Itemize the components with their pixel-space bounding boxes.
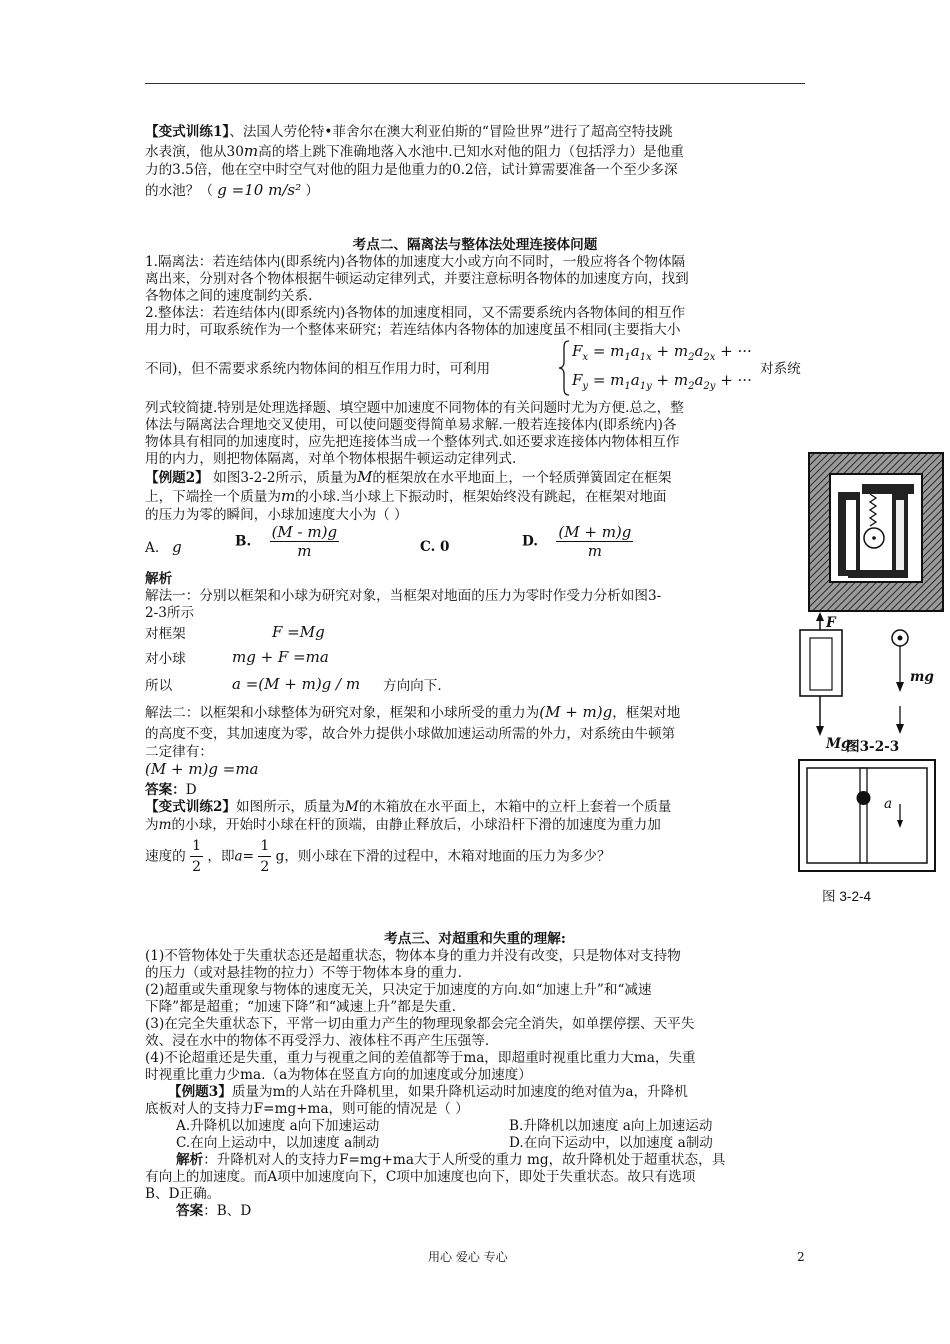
solution2-method1-b: 2-3所示 xyxy=(145,605,195,621)
section2-p1-1: 离出来，分别对各个物体根据牛顿运动定律列式，并要注意标明各物体的加速度方向，找到 xyxy=(145,271,689,287)
example3-option-a: A.升降机以加速度 a向下加速运动 xyxy=(176,1118,380,1134)
figure-caption-3-2-3: 图3-2-3 xyxy=(846,739,900,755)
example2-option-a: A. g xyxy=(145,538,182,556)
section2-p3-2: 物体具有相同的加速度时，应先把连接体当成一个整体列式.如还要求连接体内物体相互作 xyxy=(145,434,680,450)
solution2-method2-d: 二定律有： xyxy=(145,744,213,760)
section2-p3-0: 列式较简捷.特别是处理选择题、填空题中加速度不同物体的有关问题时尤为方便.总之，整 xyxy=(145,400,684,416)
section3-line-5: 效、浸在水中的物体不再受浮力、液体柱不再产生压强等. xyxy=(145,1033,490,1049)
example2-option-b: B. $\frac{(M - m)g}{m}$ xyxy=(235,523,338,560)
section2-p2-0: 2.整体法：若连结体内(即系统内)各物体的加速度相同，又不需要系统内各物体间的相互作 xyxy=(145,305,686,321)
figure-frame-spring-ball xyxy=(808,452,944,612)
section3-line-1: 的压力（或对悬挂物的拉力）不等于物体本身的重力. xyxy=(145,965,462,981)
figure-box-rod-ball xyxy=(797,758,937,873)
example3-option-b: B.升降机以加速度 a向上加速运动 xyxy=(509,1118,713,1134)
figure-caption-3-2-4: 图 3-2-4 xyxy=(822,889,872,904)
gravity-formula: g =10 m/s² xyxy=(217,181,302,199)
section2-p2-tail: 对系统 xyxy=(760,361,801,377)
example3-tag: 【例题3】 xyxy=(168,1084,232,1100)
section3-line-2: (2)超重或失重现象与物体的速度无关，只决定于加速度的方向.如“加速上升”和“减速 xyxy=(145,982,652,998)
practice1-line4: 的水池？（ g =10 m/s² ） xyxy=(145,181,320,199)
solution2-row3-eq: a =(M + m)g / m xyxy=(232,675,361,693)
practice2-tag: 【变式训练2】 xyxy=(145,799,237,815)
solution2-row3-dir: 方向向下. xyxy=(383,678,442,694)
equation-fy: $F_y = m_1a_{1y} + m_2a_{2y}$ + ··· xyxy=(572,371,752,392)
practice1-line1: 【变式训练1】、法国人劳伦特•菲舍尔在澳大利亚伯斯的“冒险世界”进行了超高空特技跳 xyxy=(145,124,673,140)
example2-line1: 【例题2】 如图3-2-2所示，质量为M的框架放在水平地面上，一个轻质弹簧固定在框架 xyxy=(145,468,672,486)
practice2-line1: 【变式训练2】如图所示，质量为M的木箱放在水平面上，木箱中的立杆上套着一个质量 xyxy=(145,799,672,815)
section2-p1-2: 各物体之间的速度制约关系. xyxy=(145,288,313,304)
solution2-method2-eq: (M + m)g =ma xyxy=(145,760,259,778)
label-mg: mg xyxy=(910,669,934,685)
example3-line2: 底板对人的支持力F=mg+ma，则可能的情况是（ ） xyxy=(145,1101,469,1117)
example3-solution-2: 有向上的加速度。而A项中加速度向下，C项中加速度也向下，即处于失重状态。故只有选项 xyxy=(145,1169,696,1185)
section3-line-3: 下降”都是超重；“加速下降”和“减速上升”都是失重. xyxy=(145,999,456,1015)
section2-p2-1: 用力时，可取系统作为一个整体来研究；若连结体内各物体的加速度虽不相同(主要指大小 xyxy=(145,322,681,338)
example2-line2: 上，下端拴一个质量为m的小球.当小球上下振动时，框架始终没有跳起，在框架对地面 xyxy=(145,487,667,505)
label-Mg: Mg xyxy=(826,736,851,752)
section2-p3-1: 体法与隔离法合理地交叉使用，可以使问题变得简单易求解.一般若连接体内(即系统内)各 xyxy=(145,417,677,433)
footer-text: 用心 爱心 专心 xyxy=(428,1250,508,1264)
example2-option-d: D. $\frac{(M + m)g}{m}$ xyxy=(522,523,632,560)
practice2-line2: 为m的小球，开始时小球在杆的顶端，由静止释放后，小球沿杆下滑的加速度为重力加 xyxy=(145,817,661,833)
example3-option-d: D.在向下运动中，以加速度 a制动 xyxy=(509,1135,713,1151)
example3-solution-1: 解析：升降机对人的支持力F=mg+ma大于人所受的重力 mg，故升降机处于超重状态，具 xyxy=(176,1152,726,1168)
equation-fx: $F_x = m_1a_{1x} + m_2a_{2x}$ + ··· xyxy=(572,342,752,363)
solution2-row1-eq: F =Mg xyxy=(272,623,325,641)
practice1-tag: 【变式训练1】 xyxy=(145,124,230,140)
solution2-row3-label: 所以 xyxy=(145,678,173,694)
section2-p3-3: 用的内力，则把物体隔离，对单个物体根据牛顿运动定律列式. xyxy=(145,451,517,467)
equation-brace xyxy=(557,340,571,396)
section2-title: 考点二、隔离法与整体法处理连接体问题 xyxy=(352,237,598,253)
practice1-line2: 水表演，他从30m高的塔上跳下准确地落入水池中.已知水对他的阻力（包括浮力）是他重 xyxy=(145,142,684,160)
label-F: F xyxy=(826,615,836,631)
section2-p2-2: 不同)，但不需要求系统内物体间的相互作用力时，可利用 xyxy=(145,361,491,377)
solution2-method2-a: 解法二：以框架和小球整体为研究对象，框架和小球所受的重力为(M + m)g，框架对地 xyxy=(145,703,681,721)
label-a: a xyxy=(884,796,893,812)
section3-line-0: (1)不管物体处于失重状态还是超重状态，物体本身的重力并没有改变，只是物体对支持物 xyxy=(145,948,681,964)
solution2-method2-c: 的高度不变，其加速度为零，故合外力提供小球做加速运动所需的外力，对系统由牛顿第 xyxy=(145,726,676,742)
practice1-line3: 力的3.5倍，他在空中时空气对他的阻力是他重力的0.2倍，试计算需要准备一个至少多深 xyxy=(145,162,678,178)
section3-line-7: 时视重比重力少ma.（a为物体在竖直方向的加速度或分加速度） xyxy=(145,1067,532,1083)
section3-line-6: (4)不论超重还是失重，重力与视重之间的差值都等于ma，即超重时视重比重力大ma，失重 xyxy=(145,1050,696,1066)
section3-title: 考点三、对超重和失重的理解: xyxy=(384,931,566,947)
solution2-method1-a: 解法一：分别以框架和小球为研究对象，当框架对地面的压力为零时作受力分析如图3- xyxy=(145,588,662,604)
example3-line1: 【例题3】质量为m的人站在升降机里，如果升降机运动时加速度的绝对值为a，升降机 xyxy=(168,1084,688,1100)
section2-p1-0: 1.隔离法：若连结体内(即系统内)各物体的加速度大小或方向不同时，一般应将各个物体隔 xyxy=(145,254,686,270)
solution2-answer: 答案：D xyxy=(145,782,197,798)
solution2-row1-label: 对框架 xyxy=(145,626,186,642)
example2-line3: 的压力为零的瞬间，小球加速度大小为（ ） xyxy=(145,507,408,523)
example3-option-c: C.在向上运动中，以加速度 a制动 xyxy=(176,1135,380,1151)
solution2-row2-eq: mg + F =ma xyxy=(232,648,329,666)
example3-solution-3: B、D正确。 xyxy=(145,1186,221,1202)
example3-answer: 答案：B、D xyxy=(176,1203,252,1219)
example2-option-c: C. 0 xyxy=(420,539,450,555)
header-rule xyxy=(145,83,805,84)
page-number: 2 xyxy=(797,1250,805,1264)
section3-line-4: (3)在完全失重状态下，平常一切由重力产生的物理现象都会完全消失，如单摆停摆、天平失 xyxy=(145,1016,695,1032)
example2-tag: 【例题2】 xyxy=(145,470,209,486)
solution2-head: 解析 xyxy=(145,571,173,587)
practice2-line3: 速度的 $\frac{1}{2}$ ，即a= $\frac{1}{2}$ g，则小球在下滑的过程中，木箱对地面的压力为多少？ xyxy=(145,838,611,875)
solution2-row2-label: 对小球 xyxy=(145,651,186,667)
